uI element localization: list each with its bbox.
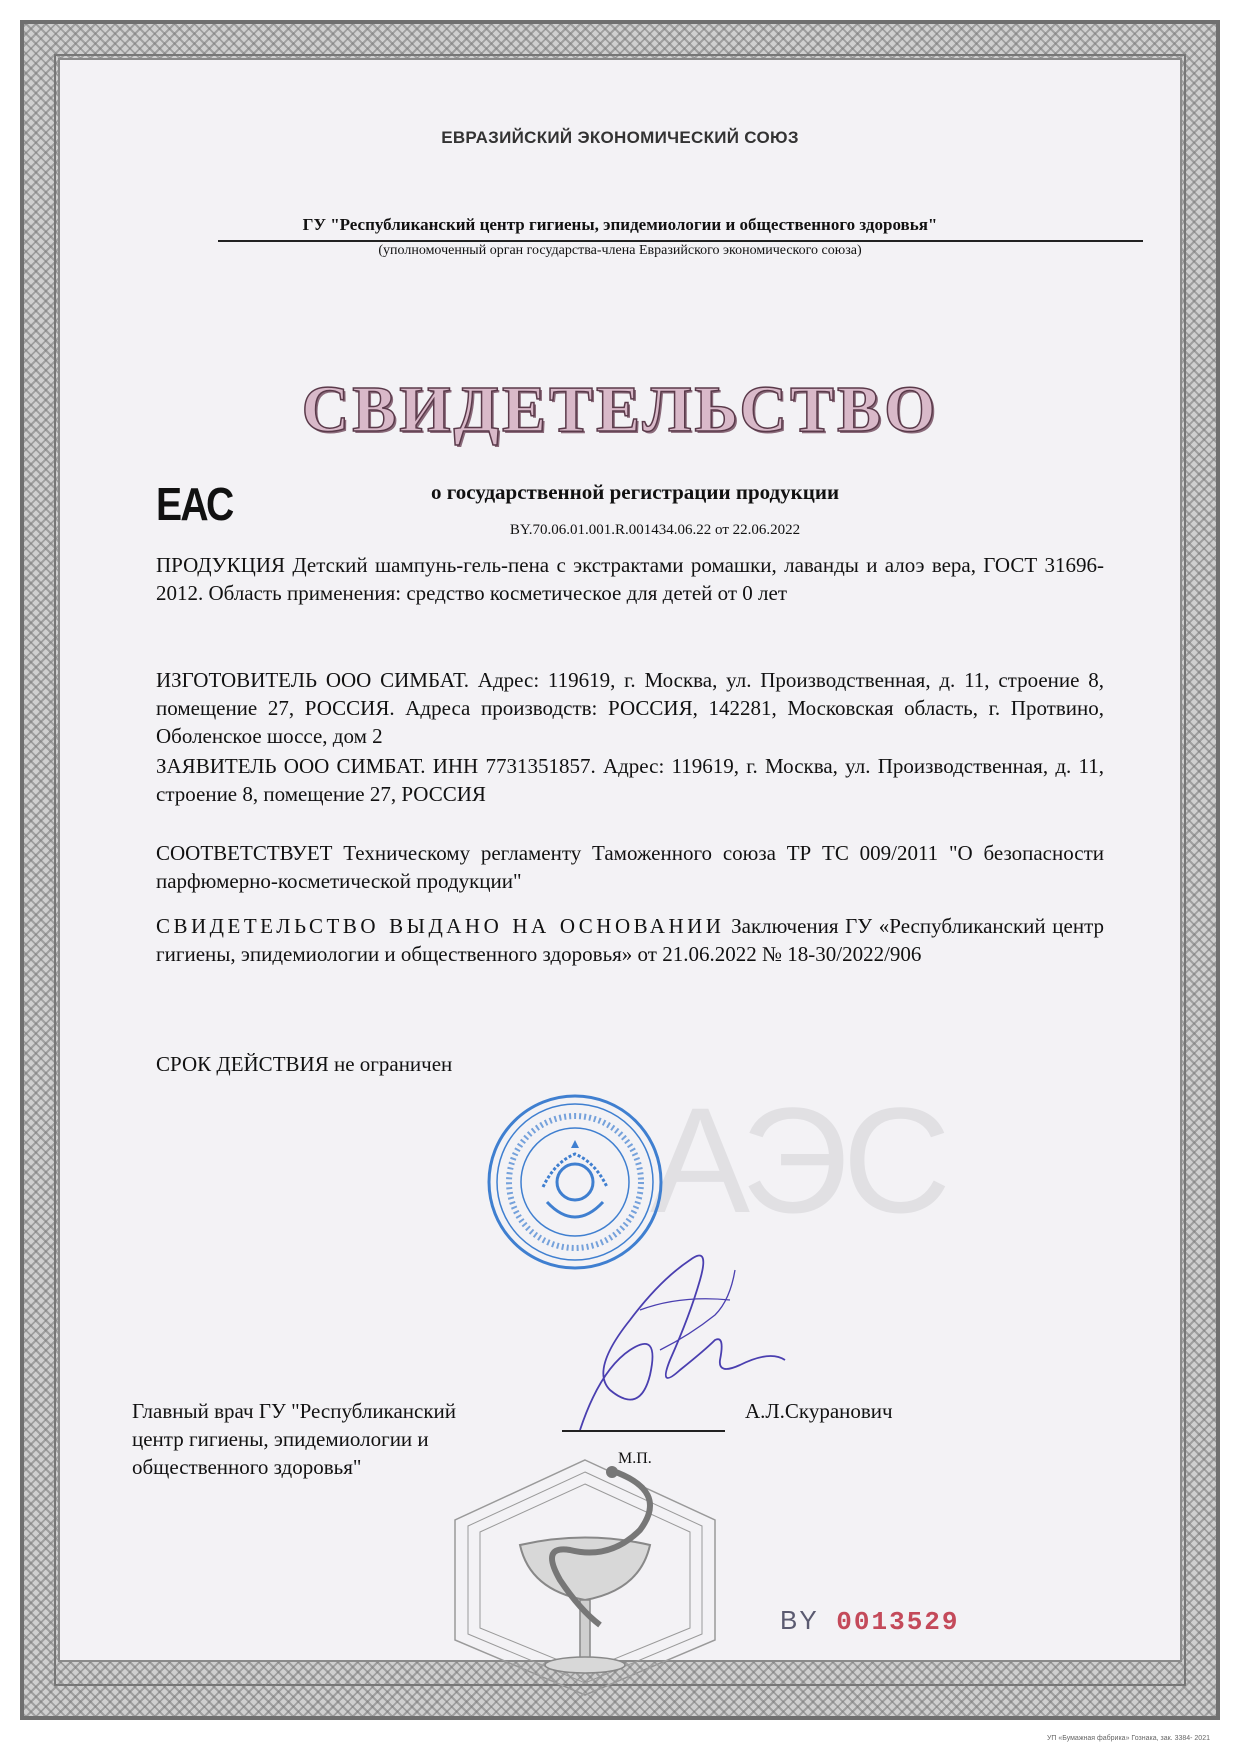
organization-note: (уполномоченный орган государства-члена Евразийского экономического союза) [378,243,862,258]
basis-text: Заключения ГУ «Республиканский центр гигиены, эпидемиологии и общественного здоровья» от 21.06.2022 № 18-30/2022/906 [156,914,1105,966]
validity-text: не ограничен [333,1052,453,1076]
section-basis [156,912,1104,968]
signatory-position-line2: центр гигиены, эпидемиологии и [132,1427,429,1451]
applicant-label: ЗАЯВИТЕЛЬ [156,754,277,778]
product-label: ПРОДУКЦИЯ [156,553,286,577]
section-conformity [156,839,1104,895]
validity-label: СРОК ДЕЙСТВИЯ [156,1052,329,1076]
conformity-label: СООТВЕТСТВУЕТ [156,841,333,865]
document-subtitle: о государственной регистрации продукции [430,480,840,504]
basis-label: СВИДЕТЕЛЬСТВО ВЫДАНО НА ОСНОВАНИИ [156,914,725,938]
hygieia-bowl-emblem-icon [440,1450,730,1700]
registration-number: BY.70.06.01.001.R.001434.06.22 от 22.06.2022 [509,522,801,538]
manufacturer-text: ООО СИМБАТ. Адрес: 119619, г. Москва, ул. Производственная, д. 11, строение 8, помещение 27, РОССИЯ. Адреса производств: РОССИЯ, 142281, Московская область, г. Протвино, Оболенское шоссе, дом 2 [156,668,1104,748]
section-validity [156,1050,1104,1078]
section-product [156,551,1104,607]
applicant-text: ООО СИМБАТ. ИНН 7731351857. Адрес: 119619, г. Москва, ул. Производственная, д. 11, строение 8, помещение 27, РОССИЯ [156,754,1104,806]
signatory-position-line3: общественного здоровья" [132,1455,362,1479]
signatory-name: А.Л.Скуранович [745,1399,893,1423]
printer-imprint: УП «Бумажная фабрика» Гознака, зак. 3384- 2021 [1046,1735,1210,1742]
serial-digits: 0013529 [836,1607,960,1637]
watermark-text: АЭС [650,1090,945,1230]
certificate-page [58,58,1182,1662]
eac-mark-logo: ЕАС [156,478,233,530]
serial-prefix: BY [780,1605,819,1635]
serial-number [780,1605,960,1637]
section-applicant [156,752,1104,808]
conformity-text: Техническому регламенту Таможенного союза ТР ТС 009/2011 "О безопасности парфюмерно-косметической продукции" [156,841,1104,893]
signature-line [562,1430,725,1432]
section-manufacturer [156,666,1104,750]
document-title: СВИДЕТЕЛЬСТВО [301,373,939,446]
stamp-place-label: М.П. [618,1450,652,1467]
manufacturer-label: ИЗГОТОВИТЕЛЬ [156,668,318,692]
issuing-organization: ГУ "Республиканский центр гигиены, эпидемиологии и общественного здоровья" [302,215,938,234]
organization-underline [218,240,1143,242]
signatory-position-line1: Главный врач ГУ "Республиканский [132,1399,457,1423]
product-text: Детский шампунь-гель-пена с экстрактами ромашки, лаванды и алоэ вера, ГОСТ 31696-2012. Область применения: средство косметическое для детей от 0 лет [156,553,1104,605]
union-header: ЕВРАЗИЙСКИЙ ЭКОНОМИЧЕСКИЙ СОЮЗ [441,128,799,147]
